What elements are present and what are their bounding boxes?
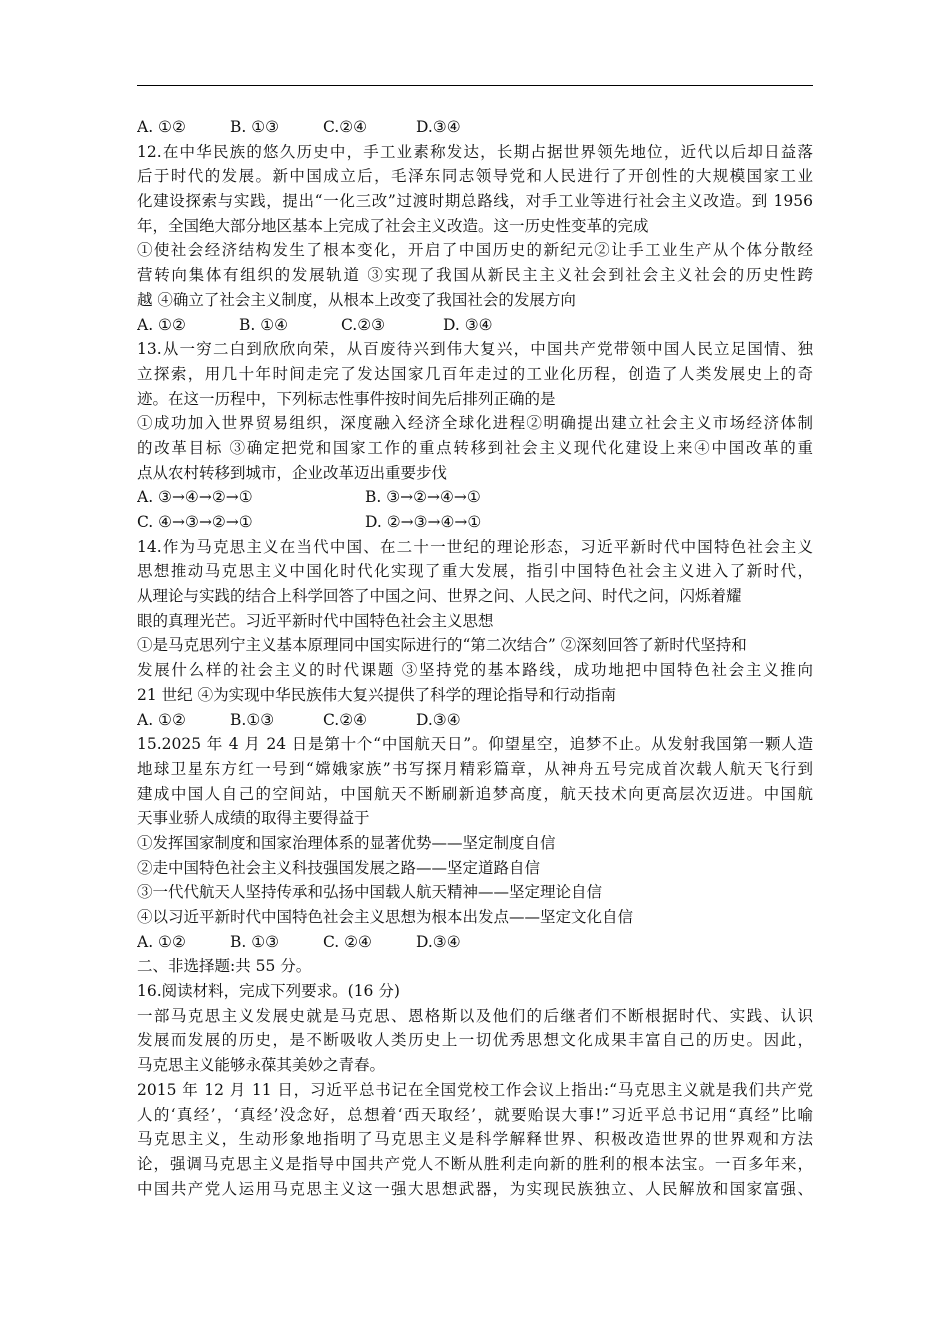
q12-stem-line: 化建设探索与实践，提出“一化三改”过渡时期总路线，对手工业等进行社会主义改造。到 1956: [137, 192, 813, 211]
q13-options-row-2: [137, 510, 813, 535]
q16-material-line: 发展而发展的历史，是不断吸收人类历史上一切优秀思想文化成果丰富自己的历史。因此，: [137, 1031, 813, 1050]
q13-stem-line: 13.从一穷二白到欣欣向荣，从百废待兴到伟大复兴，中国共产党带领中国人民立足国情、独: [137, 340, 813, 359]
q13-option-b[interactable]: B. ③→②→④→①: [365, 488, 481, 507]
q14-option-d[interactable]: D.③④: [416, 710, 461, 729]
q12-stem-line: 年，全国绝大部分地区基本上完成了社会主义改造。这一历史性变革的完成: [137, 216, 649, 235]
q13-stem-line: 迹。在这一历程中，下列标志性事件按时间先后排列正确的是: [137, 389, 556, 408]
q15-stem-line: 15.2025 年 4 月 24 日是第十个“中国航天日”。仰望星空，追梦不止。从发射我国第一颗人造: [137, 735, 813, 754]
q13-statement-line: ①成功加入世界贸易组织，深度融入经济全球化进程②明确提出建立社会主义市场经济体制: [137, 414, 813, 433]
question-15: [137, 732, 813, 954]
q16-material-line: 中国共产党人运用马克思主义这一强大思想武器，为实现民族独立、人民解放和国家富强、: [137, 1179, 813, 1198]
q13-stem-line: 立探索，用几十年时间走完了发达国家几百年走过的工业化历程，创造了人类发展史上的奇: [137, 364, 813, 383]
q11-option-c[interactable]: C.②④: [323, 118, 368, 136]
q16-material-line: 论，强调马克思主义是指导中国共产党人不断从胜利走向新的胜利的根本法宝。一百多年来，: [137, 1154, 813, 1173]
q14-stem-line: 从理论与实践的结合上科学回答了中国之问、世界之问、人民之问、时代之问，闪烁着耀: [137, 587, 742, 606]
q15-option-c[interactable]: C. ②④: [323, 932, 372, 951]
q16-material-line: 马克思主义，生动形象地指明了马克思主义是科学解释世界、积极改造世界的世界观和方法: [137, 1130, 813, 1149]
q14-statement-line: 发展什么样的社会主义的时代课题 ③坚持党的基本路线，成功地把中国特色社会主义推向: [137, 661, 813, 680]
q11-option-b[interactable]: B. ①③: [230, 118, 280, 136]
q14-stem-line: 思想推动马克思主义中国化时代化实现了重大发展，指引中国特色社会主义进入了新时代，: [137, 562, 813, 581]
q15-statement-line: ④以习近平新时代中国特色社会主义思想为根本出发点——坚定文化自信: [137, 908, 634, 926]
q15-option-d[interactable]: D.③④: [416, 932, 461, 951]
q13-statement-line: 的改革目标 ③确定把党和国家工作的重点转移到社会主义现代化建设上来④中国改革的重: [137, 438, 813, 457]
page-content: [137, 115, 813, 1201]
q12-option-c[interactable]: C.②③: [341, 315, 386, 334]
q11-option-d[interactable]: D.③④: [416, 118, 461, 136]
q14-option-b[interactable]: B.①③: [230, 710, 275, 729]
q16-material-line: 马克思主义能够永葆其美妙之青春。: [137, 1056, 386, 1075]
section-2-title: 二、非选择题:共 55 分。: [137, 957, 312, 976]
q13-option-d[interactable]: D. ②→③→④→①: [365, 513, 482, 531]
q12-option-b[interactable]: B. ①④: [239, 315, 289, 334]
q12-options: [137, 313, 813, 338]
q15-statement-line: ②走中国特色社会主义科技强国发展之路——坚定道路自信: [137, 858, 541, 877]
q12-option-a[interactable]: A. ①②: [137, 315, 186, 334]
q12-option-d[interactable]: D. ③④: [443, 315, 493, 334]
q14-options: [137, 708, 813, 733]
q11-option-a[interactable]: A. ①②: [137, 118, 186, 136]
q15-option-b[interactable]: B. ①③: [230, 932, 280, 951]
q13-option-c[interactable]: C. ④→③→②→①: [137, 513, 253, 531]
question-13: [137, 337, 813, 535]
q15-statement-line: ①发挥国家制度和国家治理体系的显著优势——坚定制度自信: [137, 833, 556, 852]
q12-stem-line: 12.在中华民族的悠久历史中，手工业素称发达，长期占据世界领先地位，近代以后却日益落: [137, 142, 813, 161]
q15-options: [137, 930, 813, 955]
q12-statement-line: 营转向集体有组织的发展轨道 ③实现了我国从新民主主义社会到社会主义社会的历史性跨: [137, 266, 813, 285]
q15-statement-line: ③一代代航天人坚持传承和弘扬中国载人航天精神——坚定理论自信: [137, 883, 603, 902]
q16-title: 16.阅读材料，完成下列要求。(16 分): [137, 982, 400, 1001]
q14-option-a[interactable]: A. ①②: [137, 710, 186, 729]
q12-stem-line: 后于时代的发展。新中国成立后，毛泽东同志领导党和人民进行了开创性的大规模国家工业: [137, 167, 813, 186]
q15-stem-line: 天事业骄人成绩的取得主要得益于: [137, 809, 370, 828]
q15-option-a[interactable]: A. ①②: [137, 932, 186, 951]
q13-options-row-1: [137, 485, 813, 510]
q15-stem-line: 建成中国人自己的空间站，中国航天不断刷新追梦高度，航天技术向更高层次迈进。中国航: [137, 784, 813, 803]
q16-material-line: 人的‘真经’，‘真经’没念好，总想着‘西天取经’，就要贻误大事!”习近平总书记用“真经”比喻: [137, 1105, 813, 1124]
q14-statement-line: 21 世纪 ④为实现中华民族伟大复兴提供了科学的理论指导和行动指南: [137, 685, 617, 704]
q16-material-line: 2015 年 12 月 11 日，习近平总书记在全国党校工作会议上指出:“马克思主义就是我们共产党: [137, 1080, 813, 1099]
question-12: [137, 140, 813, 338]
q14-statement-line: ①是马克思列宁主义基本原理同中国实际进行的“第二次结合” ②深刻回答了新时代坚持和: [137, 636, 747, 655]
q11-options: [137, 115, 813, 140]
q12-statement-line: ①使社会经济结构发生了根本变化，开启了中国历史的新纪元②让手工业生产从个体分散经: [137, 241, 813, 260]
q13-option-a[interactable]: A. ③→④→②→①: [137, 488, 253, 507]
question-14: [137, 535, 813, 733]
q14-stem-line: 眼的真理光芒。习近平新时代中国特色社会主义思想: [137, 611, 494, 630]
q12-statement-line: 越 ④确立了社会主义制度，从根本上改变了我国社会的发展方向: [137, 290, 576, 309]
q14-stem-line: 14.作为马克思主义在当代中国、在二十一世纪的理论形态，习近平新时代中国特色社会主义: [137, 537, 813, 556]
question-16: [137, 979, 813, 1201]
q13-statement-line: 点从农村转移到城市，企业改革迈出重要步伐: [137, 463, 448, 482]
q15-stem-line: 地球卫星东方红一号到“嫦娥家族”书写探月精彩篇章，从神舟五号完成首次载人航天飞行到: [137, 759, 813, 778]
header-rule: [137, 85, 813, 86]
q14-option-c[interactable]: C.②④: [323, 710, 368, 729]
q16-material-line: 一部马克思主义发展史就是马克思、恩格斯以及他们的后继者们不断根据时代、实践、认识: [137, 1006, 813, 1025]
